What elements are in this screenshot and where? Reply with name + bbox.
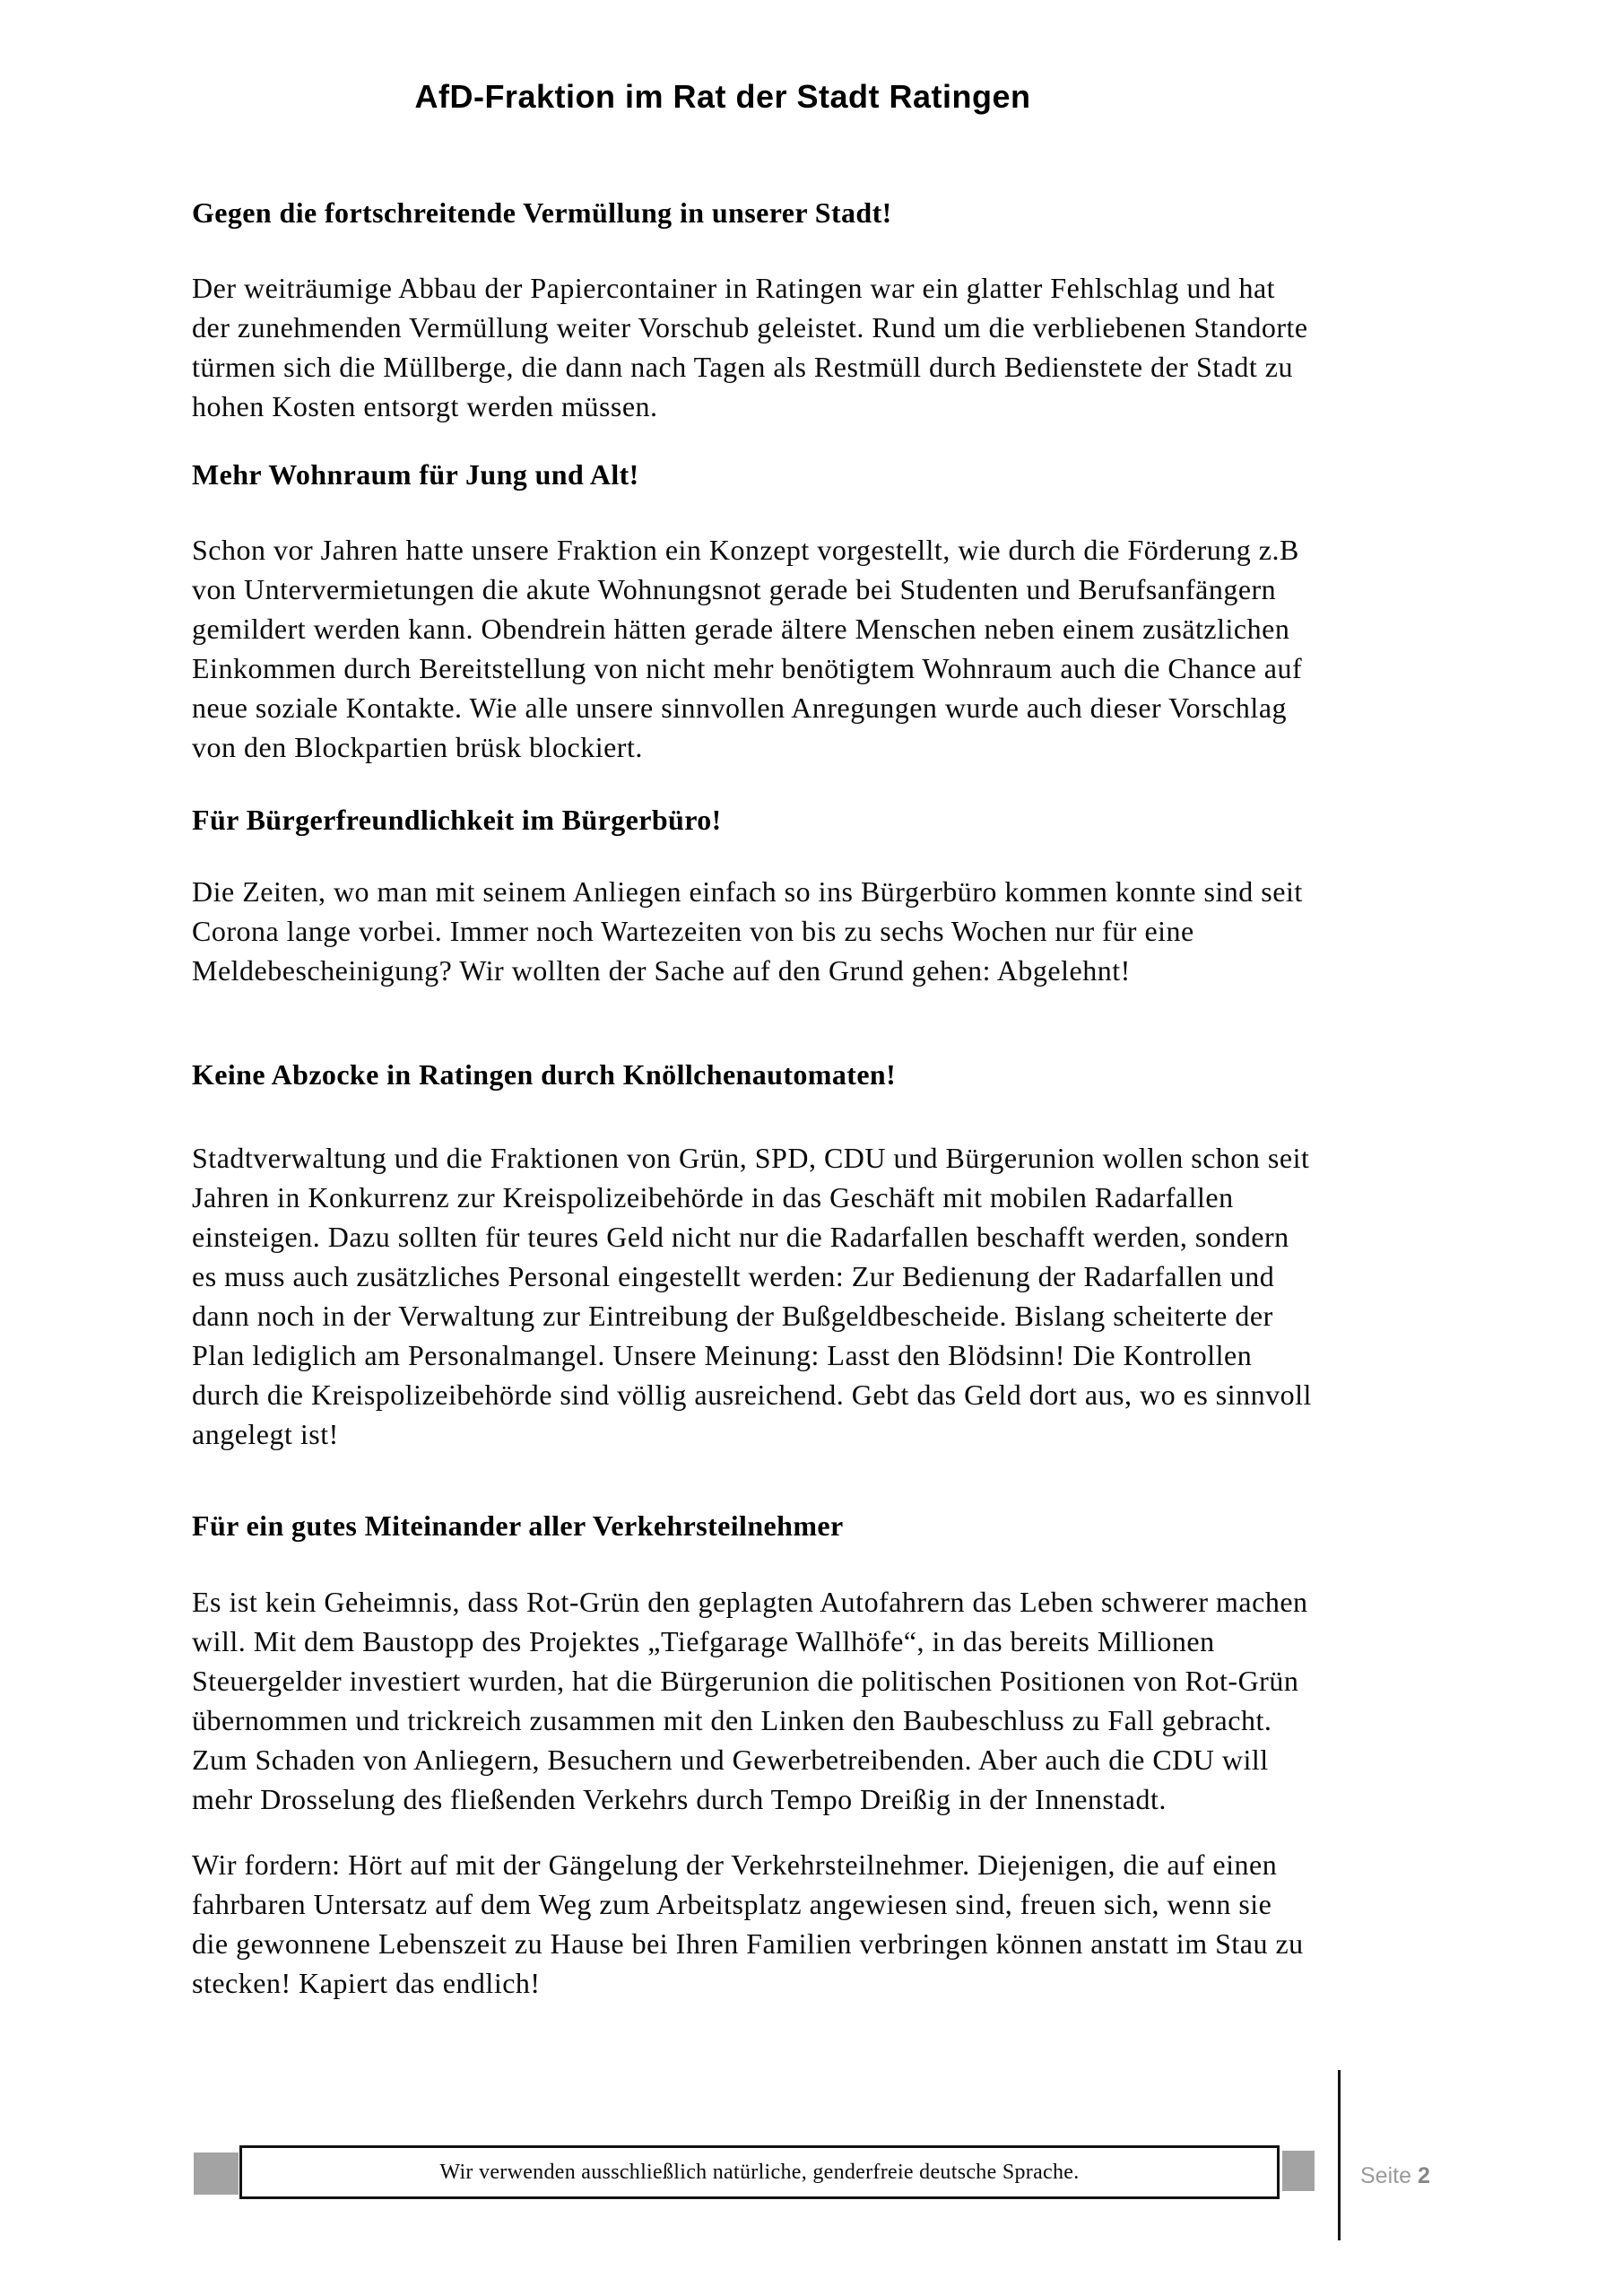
text-line: Steuergelder investiert wurden, hat die Bürgerunion die politischen Positionen von Rot-Grün (192, 1665, 1299, 1697)
text-line: von Untervermietungen die akute Wohnungsnot gerade bei Studenten und Berufsanfängern (192, 573, 1277, 605)
text-line: von den Blockpartien brüsk blockiert. (192, 731, 643, 763)
paragraph-vermuellung (192, 268, 1465, 426)
page-number-value: 2 (1417, 2163, 1430, 2188)
section-heading-wohnraum: Mehr Wohnraum für Jung und Alt! (192, 458, 639, 491)
text-line: es muss auch zusätzliches Personal eingestellt werden: Zur Bedienung der Radarfallen und (192, 1260, 1275, 1292)
text-line: durch die Kreispolizeibehörde sind völlig ausreichend. Gebt das Geld dort aus, wo es sinnvoll (192, 1378, 1312, 1411)
text-line: einsteigen. Dazu sollten für teures Geld nicht nur die Radarfallen beschafft werden, sondern (192, 1221, 1289, 1253)
text-line: angelegt ist! (192, 1418, 339, 1450)
text-line: übernommen und trickreich zusammen mit den Linken den Baubeschluss zu Fall gebracht. (192, 1704, 1272, 1736)
footer-motto-box (239, 2145, 1280, 2199)
page-title: AfD-Fraktion im Rat der Stadt Ratingen (414, 78, 1031, 115)
text-line: Die Zeiten, wo man mit seinem Anliegen einfach so ins Bürgerbüro kommen konnte sind seit (192, 875, 1303, 908)
text-line: Schon vor Jahren hatte unsere Fraktion ein Konzept vorgestellt, wie durch die Förderung z.B (192, 534, 1299, 566)
text-line: neue soziale Kontakte. Wie alle unsere sinnvollen Anregungen wurde auch dieser Vorschlag (192, 691, 1288, 724)
text-line: fahrbaren Untersatz auf dem Weg zum Arbeitsplatz angewiesen sind, freuen sich, wenn sie (192, 1888, 1272, 1920)
section-heading-buergerbuero: Für Bürgerfreundlichkeit im Bürgerbüro! (192, 804, 722, 836)
text-line: der zunehmenden Vermüllung weiter Vorschub geleistet. Rund um die verbliebenen Standorte (192, 311, 1308, 344)
page-number (1360, 2162, 1430, 2189)
text-line: Es ist kein Geheimnis, dass Rot-Grün den geplagten Autofahrern das Leben schwerer machen (192, 1586, 1308, 1618)
text-line: Stadtverwaltung und die Fraktionen von Grün, SPD, CDU und Bürgerunion wollen schon seit (192, 1142, 1310, 1174)
paragraph-knoellchen (192, 1138, 1465, 1454)
text-line: will. Mit dem Baustopp des Projektes „Tiefgarage Wallhöfe“, in das bereits Millionen (192, 1625, 1215, 1657)
text-line: die gewonnene Lebenszeit zu Hause bei Ihren Familien verbringen können anstatt im Stau zu (192, 1927, 1304, 1960)
text-line: dann noch in der Verwaltung zur Eintreibung der Bußgeldbescheide. Bislang scheiterte der (192, 1300, 1273, 1332)
text-line: Zum Schaden von Anliegern, Besuchern und Gewerbetreibenden. Aber auch die CDU will (192, 1744, 1269, 1776)
text-line: gemildert werden kann. Obendrein hätten gerade ältere Menschen neben einem zusätzlichen (192, 613, 1290, 645)
section-heading-verkehr: Für ein gutes Miteinander aller Verkehrsteilnehmer (192, 1509, 844, 1542)
paragraph-buergerbuero (192, 872, 1465, 990)
section-heading-vermuellung: Gegen die fortschreitende Vermüllung in unserer Stadt! (192, 196, 892, 229)
text-line: Corona lange vorbei. Immer noch Wartezeiten von bis zu sechs Wochen nur für eine (192, 915, 1194, 947)
paragraph-verkehr-1 (192, 1582, 1465, 1819)
text-line: Jahren in Konkurrenz zur Kreispolizeibehörde in das Geschäft mit mobilen Radarfallen (192, 1181, 1234, 1213)
footer-motto-text: Wir verwenden ausschließlich natürliche, genderfreie deutsche Sprache. (439, 2160, 1080, 2184)
text-line: türmen sich die Müllberge, die dann nach Tagen als Restmüll durch Bedienstete der Stadt zu (192, 351, 1293, 383)
text-line: hohen Kosten entsorgt werden müssen. (192, 390, 658, 422)
section-heading-knoellchen: Keine Abzocke in Ratingen durch Knöllchenautomaten! (192, 1058, 897, 1091)
text-line: stecken! Kapiert das endlich! (192, 1967, 541, 1999)
footer-right-gray-marker (1282, 2151, 1315, 2191)
text-line: mehr Drosselung des fließenden Verkehrs durch Tempo Dreißig in der Innenstadt. (192, 1783, 1167, 1815)
paragraph-verkehr-2 (192, 1845, 1465, 2003)
text-line: Plan lediglich am Personalmangel. Unsere Meinung: Lasst den Blödsinn! Die Kontrollen (192, 1339, 1253, 1371)
text-line: Der weiträumige Abbau der Papiercontainer in Ratingen war ein glatter Fehlschlag und hat (192, 272, 1276, 304)
footer-vertical-rule (1338, 2070, 1341, 2240)
page-number-label: Seite (1360, 2163, 1411, 2188)
footer-left-gray-marker (194, 2152, 239, 2195)
text-line: Einkommen durch Bereitstellung von nicht mehr benötigtem Wohnraum auch die Chance auf (192, 652, 1303, 684)
text-line: Wir fordern: Hört auf mit der Gängelung der Verkehrsteilnehmer. Diejenigen, die auf einen (192, 1848, 1278, 1881)
text-line: Meldebescheinigung? Wir wollten der Sache auf den Grund gehen: Abgelehnt! (192, 954, 1131, 987)
paragraph-wohnraum (192, 530, 1465, 767)
